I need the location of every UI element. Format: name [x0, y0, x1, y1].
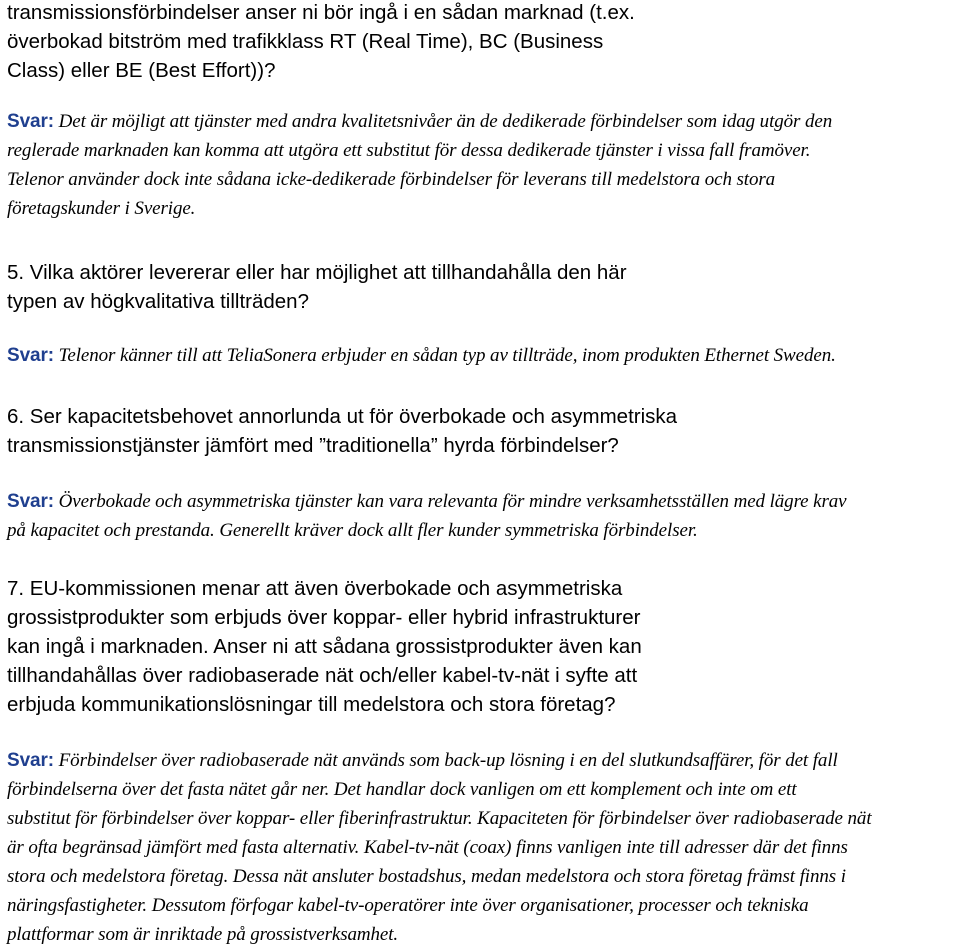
question-4-continuation: [7, 0, 635, 85]
text-line: substitut för förbindelser över koppar- eller fiberinfrastruktur. Kapaciteten för förbindelser över radiobaserade nät: [7, 808, 872, 829]
text-line: Class) eller BE (Best Effort))?: [7, 59, 276, 82]
text-line: stora och medelstora företag. Dessa nät ansluter bostadshus, medan medelstora och stora företag främst finns i: [7, 866, 846, 887]
answer-label: Svar:: [7, 491, 55, 512]
text-line: kan ingå i marknaden. Anser ni att sådana grossistprodukter även kan: [7, 635, 642, 658]
text-line: typen av högkvalitativa tillträden?: [7, 290, 309, 313]
text-line: Telenor använder dock inte sådana icke-dedikerade förbindelser för leverans till medelstora och stora: [7, 169, 776, 190]
text-line: [7, 341, 836, 370]
text-line: på kapacitet och prestanda. Generellt kräver dock allt fler kunder symmetriska förbindelser.: [7, 520, 698, 541]
text-line: transmissionstjänster jämfört med ”traditionella” hyrda förbindelser?: [7, 434, 619, 457]
answer-4: [7, 107, 832, 223]
text-line: överbokad bitström med trafikklass RT (Real Time), BC (Business: [7, 30, 604, 53]
question-5: [7, 258, 627, 316]
text-line: reglerade marknaden kan komma att utgöra ett substitut för dessa dedikerade tjänster i vissa fall framöver.: [7, 140, 811, 161]
answer-7: [7, 746, 872, 949]
answer-5: [7, 341, 836, 370]
text-line: tillhandahållas över radiobaserade nät och/eller kabel-tv-nät i syfte att: [7, 664, 638, 687]
question-6: [7, 402, 677, 460]
text-line: 5. Vilka aktörer levererar eller har möjlighet att tillhandahålla den här: [7, 261, 627, 284]
answer-label: Svar:: [7, 111, 55, 132]
answer-text: Det är möjligt att tjänster med andra kvalitetsnivåer än de dedikerade förbindelser som idag utgör den: [54, 111, 833, 132]
text-line: erbjuda kommunikationslösningar till medelstora och stora företag?: [7, 693, 616, 716]
text-line: [7, 107, 832, 136]
text-line: 6. Ser kapacitetsbehovet annorlunda ut för överbokade och asymmetriska: [7, 405, 678, 428]
answer-text: Telenor känner till att TeliaSonera erbjuder en sådan typ av tillträde, inom produkten Ethernet Sweden.: [54, 345, 836, 366]
text-line: [7, 746, 872, 775]
text-line: [7, 487, 847, 516]
text-line: förbindelserna över det fasta nätet går ner. Det handlar dock vanligen om ett komplement och inte om ett: [7, 779, 797, 800]
text-line: grossistprodukter som erbjuds över koppar- eller hybrid infrastrukturer: [7, 606, 641, 629]
answer-6: [7, 487, 847, 545]
text-line: är ofta begränsad jämfört med fasta alternativ. Kabel-tv-nät (coax) finns vanligen inte till adresser där det finns: [7, 837, 848, 858]
text-line: företagskunder i Sverige.: [7, 198, 196, 219]
text-line: transmissionsförbindelser anser ni bör ingå i en sådan marknad (t.ex.: [7, 1, 635, 24]
answer-text: Förbindelser över radiobaserade nät används som back-up lösning i en del slutkundsaffärer, för det fall: [54, 750, 838, 771]
answer-label: Svar:: [7, 345, 55, 366]
question-7: [7, 574, 642, 719]
text-line: näringsfastigheter. Dessutom förfogar kabel-tv-operatörer inte över organisationer, processer och tekniska: [7, 895, 809, 916]
answer-label: Svar:: [7, 750, 55, 771]
text-line: 7. EU-kommissionen menar att även överbokade och asymmetriska: [7, 577, 623, 600]
text-line: plattformar som är inriktade på grossistverksamhet.: [7, 924, 399, 945]
answer-text: Överbokade och asymmetriska tjänster kan vara relevanta för mindre verksamhetsställen med lägre krav: [54, 491, 847, 512]
